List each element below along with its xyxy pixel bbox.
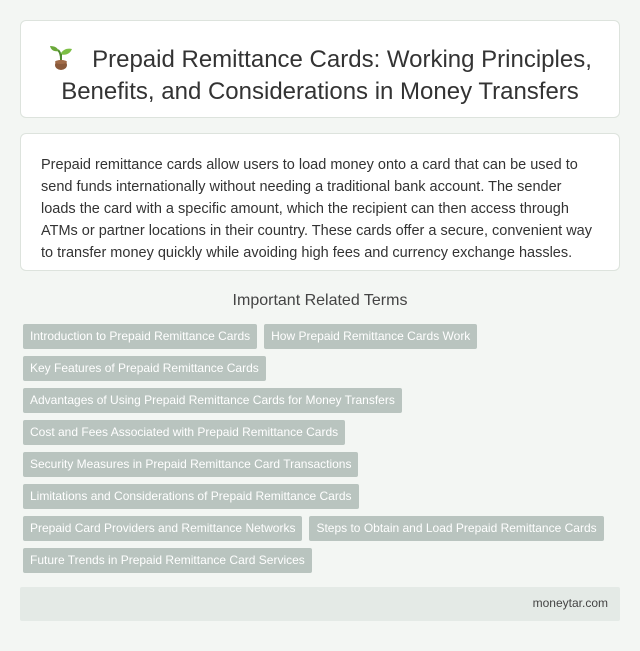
related-term-tag[interactable]: Advantages of Using Prepaid Remittance Cards for Money Transfers — [23, 388, 402, 413]
related-term-tag[interactable]: Limitations and Considerations of Prepaid Remittance Cards — [23, 484, 359, 509]
related-term-tag[interactable]: Security Measures in Prepaid Remittance Card Transactions — [23, 452, 358, 477]
related-term-tag[interactable]: Introduction to Prepaid Remittance Cards — [23, 324, 257, 349]
related-term-tag[interactable]: Cost and Fees Associated with Prepaid Remittance Cards — [23, 420, 345, 445]
related-terms-list — [23, 324, 613, 580]
page-title-text: Prepaid Remittance Cards: Working Principles, Benefits, and Considerations in Money Transfers — [61, 46, 592, 105]
description-card — [20, 133, 620, 271]
related-term-tag[interactable]: How Prepaid Remittance Cards Work — [264, 324, 477, 349]
footer-site-name[interactable]: moneytar.com — [532, 596, 608, 610]
related-term-tag[interactable]: Prepaid Card Providers and Remittance Networks — [23, 516, 302, 541]
title-card — [20, 20, 620, 118]
related-terms-heading: Important Related Terms — [232, 292, 408, 309]
related-term-tag[interactable]: Key Features of Prepaid Remittance Cards — [23, 356, 266, 381]
sprout-icon — [48, 45, 74, 71]
related-term-tag[interactable]: Future Trends in Prepaid Remittance Card Services — [23, 548, 312, 573]
description-text: Prepaid remittance cards allow users to load money onto a card that can be used to send funds internationally without needing a traditional bank account. The sender loads the card with a specific amount, which the recipient can then access through ATMs or partner locations in their country. These cards offer a secure, convenient way to transfer money quickly while avoiding high fees and currency exchange hassles. — [41, 157, 592, 261]
page-title — [21, 44, 619, 108]
footer — [20, 587, 620, 621]
related-term-tag[interactable]: Steps to Obtain and Load Prepaid Remittance Cards — [309, 516, 603, 541]
